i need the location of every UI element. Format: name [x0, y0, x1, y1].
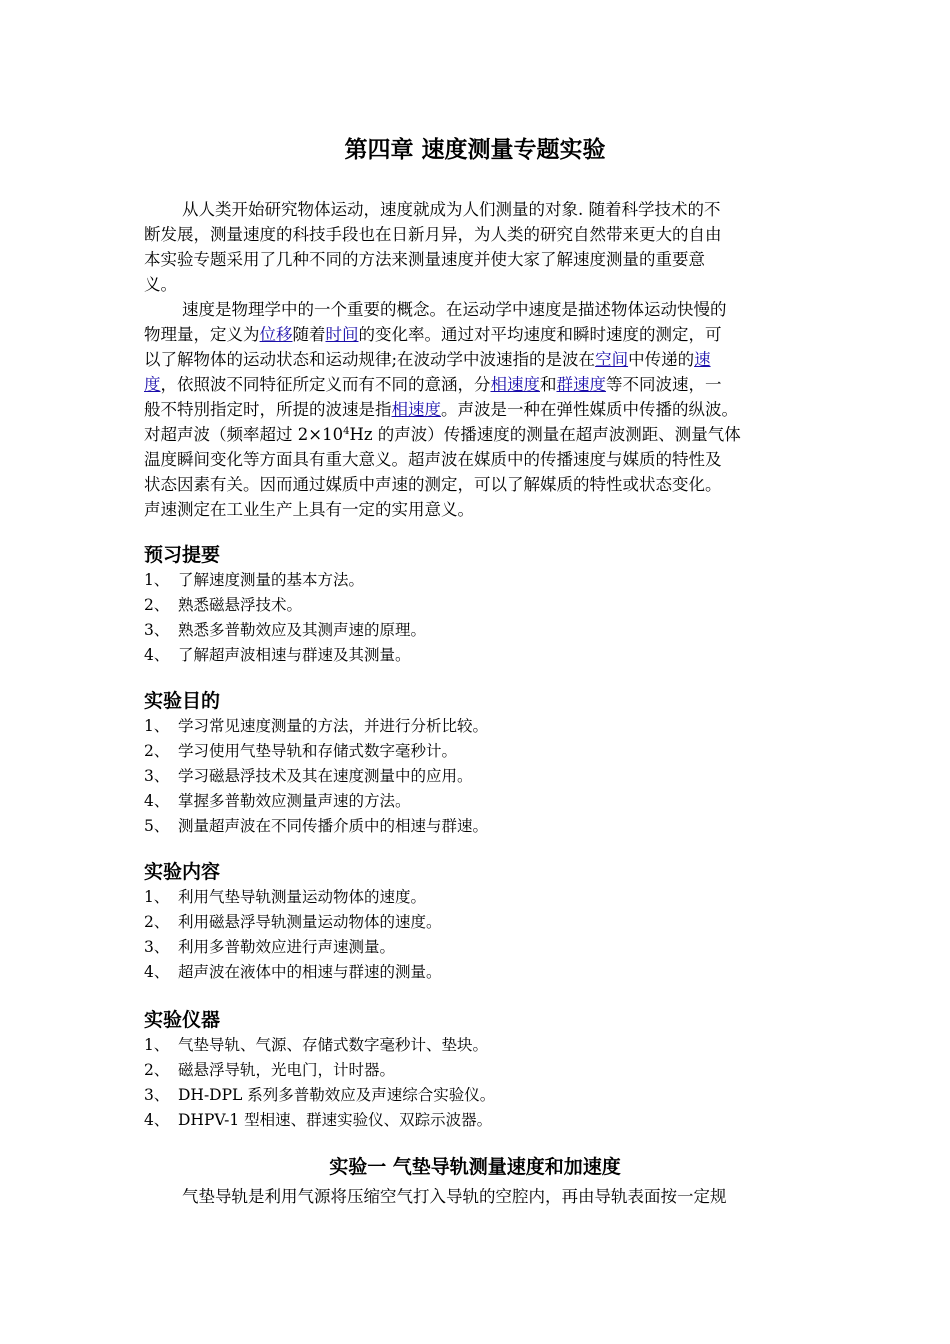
concept-line: 速度是物理学中的一个重要的概念。在运动学中速度是描述物体运动快慢的	[182, 300, 727, 319]
list-item	[144, 618, 426, 643]
link-displacement[interactable]: 位移	[259, 325, 293, 344]
experiment-title: 实验一 气垫导轨测量速度和加速度	[329, 1156, 621, 1178]
section-heading: 实验仪器	[144, 1009, 221, 1031]
intro-line: 从人类开始研究物体运动，速度就成为人们测量的对象. 随着科学技术的不	[182, 200, 721, 219]
list-item	[144, 814, 488, 839]
text: 中传递的	[628, 350, 695, 369]
list-text: DH-DPL 系列多普勒效应及声速综合实验仪。	[178, 1086, 496, 1104]
list-text: 测量超声波在不同传播介质中的相速与群速。	[178, 817, 489, 835]
concept-line	[144, 322, 722, 347]
list-item	[144, 714, 488, 739]
concept-line	[144, 347, 711, 372]
list-number: 5、	[144, 817, 170, 835]
link-group-velocity[interactable]: 群速度	[556, 375, 606, 394]
concept-line	[144, 372, 722, 397]
list-text: 熟悉磁悬浮技术。	[178, 596, 303, 614]
list-number: 2、	[144, 742, 170, 760]
list-text: 利用多普勒效应进行声速测量。	[178, 938, 396, 956]
text: Hz 的声波）传播速度的测量在超声波测距、测量气体	[349, 425, 741, 444]
concept-line	[144, 397, 738, 422]
list-item	[144, 960, 442, 985]
text: 以了解物体的运动状态和运动规律;在波动学中波速指的是波在	[144, 350, 596, 369]
list-text: 超声波在液体中的相速与群速的测量。	[178, 963, 442, 981]
list-text: 利用气垫导轨测量运动物体的速度。	[178, 888, 427, 906]
list-number: 4、	[144, 1111, 170, 1129]
text: ，依照波不同特征所定义而有不同的意涵，分	[160, 375, 491, 394]
link-velocity[interactable]: 速	[694, 350, 711, 369]
list-item	[144, 789, 411, 814]
link-space[interactable]: 空间	[595, 350, 629, 369]
section-heading: 实验目的	[144, 690, 221, 712]
list-number: 1、	[144, 1036, 170, 1054]
list-number: 2、	[144, 913, 170, 931]
list-text: 学习使用气垫导轨和存储式数字毫秒计。	[178, 742, 458, 760]
concept-line: 声速测定在工业生产上具有一定的实用意义。	[144, 500, 474, 519]
list-text: 掌握多普勒效应测量声速的方法。	[178, 792, 411, 810]
section-heading: 预习提要	[144, 544, 221, 566]
link-phase-velocity[interactable]: 相速度	[391, 400, 441, 419]
superscript: 4	[343, 426, 350, 437]
intro-line: 义。	[144, 275, 177, 294]
list-item	[144, 910, 442, 935]
list-item	[144, 764, 473, 789]
text: 的变化率。通过对平均速度和瞬时速度的测定，可	[358, 325, 722, 344]
section-heading: 实验内容	[144, 861, 221, 883]
list-text: 了解速度测量的基本方法。	[178, 571, 365, 589]
list-item	[144, 643, 411, 668]
concept-line	[144, 422, 741, 447]
experiment-paragraph-line: 气垫导轨是利用气源将压缩空气打入导轨的空腔内，再由导轨表面按一定规	[182, 1187, 727, 1206]
list-item	[144, 568, 364, 593]
list-number: 3、	[144, 938, 170, 956]
list-number: 1、	[144, 571, 170, 589]
list-text: 气垫导轨、气源、存储式数字毫秒计、垫块。	[178, 1036, 489, 1054]
list-item	[144, 739, 457, 764]
list-text: 学习常见速度测量的方法，并进行分析比较。	[178, 717, 489, 735]
intro-line: 本实验专题采用了几种不同的方法来测量速度并使大家了解速度测量的重要意	[144, 250, 705, 269]
text: 等不同波速，一	[606, 375, 722, 394]
text: 对超声波（频率超过 2×10	[144, 425, 344, 444]
list-text: 学习磁悬浮技术及其在速度测量中的应用。	[178, 767, 473, 785]
concept-line: 温度瞬间变化等方面具有重大意义。超声波在媒质中的传播速度与媒质的特性及	[144, 450, 722, 469]
list-number: 3、	[144, 767, 170, 785]
list-number: 4、	[144, 963, 170, 981]
list-item	[144, 1033, 488, 1058]
list-number: 3、	[144, 1086, 170, 1104]
list-number: 2、	[144, 596, 170, 614]
text: 物理量，定义为	[144, 325, 260, 344]
link-velocity[interactable]: 度	[144, 375, 161, 394]
list-item	[144, 593, 302, 618]
list-text: 利用磁悬浮导轨测量运动物体的速度。	[178, 913, 442, 931]
list-item	[144, 935, 395, 960]
intro-line: 断发展，测量速度的科技手段也在日新月异，为人类的研究自然带来更大的自由	[144, 225, 722, 244]
list-number: 1、	[144, 717, 170, 735]
text: 随着	[292, 325, 326, 344]
link-phase-velocity[interactable]: 相速度	[490, 375, 540, 394]
list-item	[144, 1108, 492, 1133]
text: 和	[540, 375, 557, 394]
list-number: 4、	[144, 646, 170, 664]
list-text: 磁悬浮导轨，光电门，计时器。	[178, 1061, 396, 1079]
text: 般不特別指定时，所提的波速是指	[144, 400, 392, 419]
list-text: 了解超声波相速与群速及其测量。	[178, 646, 411, 664]
list-number: 4、	[144, 792, 170, 810]
link-time[interactable]: 时间	[325, 325, 359, 344]
list-number: 3、	[144, 621, 170, 639]
list-item	[144, 1058, 395, 1083]
list-item	[144, 1083, 495, 1108]
concept-line: 状态因素有关。因而通过媒质中声速的测定，可以了解媒质的特性或状态变化。	[144, 475, 722, 494]
text: 。声波是一种在弹性媒质中传播的纵波。	[441, 400, 738, 419]
list-number: 1、	[144, 888, 170, 906]
list-item	[144, 885, 426, 910]
list-text: DHPV-1 型相速、群速实验仪、双踪示波器。	[178, 1111, 493, 1129]
list-number: 2、	[144, 1061, 170, 1079]
list-text: 熟悉多普勒效应及其测声速的原理。	[178, 621, 427, 639]
chapter-title: 第四章 速度测量专题实验	[344, 137, 606, 163]
